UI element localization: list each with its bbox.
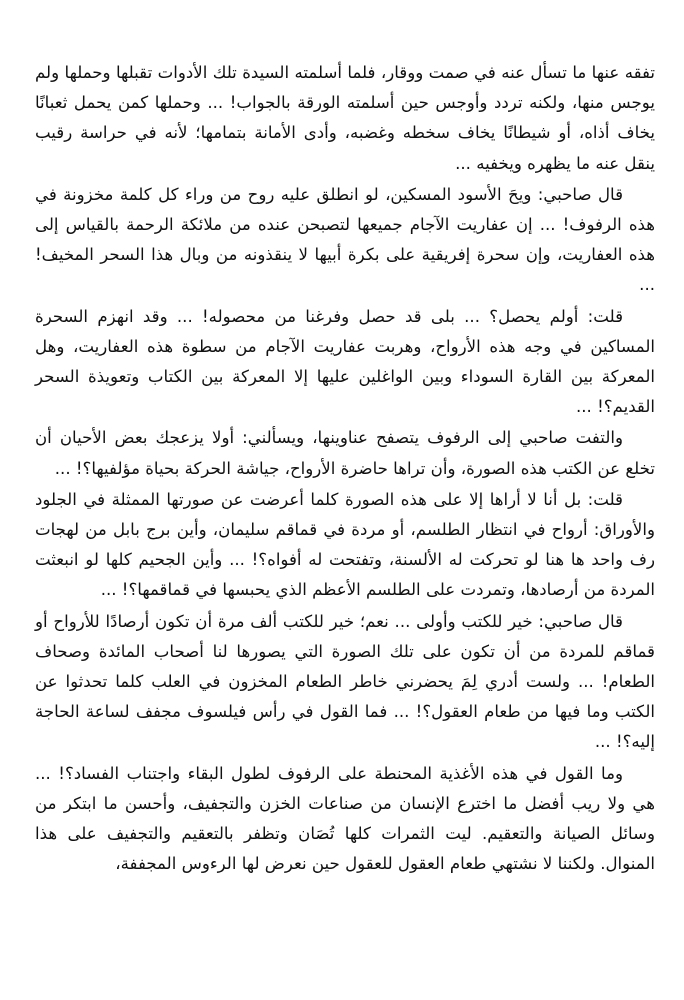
paragraph-4: والتفت صاحبي إلى الرفوف يتصفح عناوينها، ويسألني: أولا يزعجك بعض الأحيان أن تخلع عن الكتب هذه الصورة، وأن تراها حاضرة الأرواح، جياشة الحركة بحياة مؤلفيها؟! ... bbox=[35, 428, 655, 478]
paragraph-5: قلت: بل أنا لا أراها إلا على هذه الصورة كلما أعرضت عن صورتها الممثلة في الجلود والأوراق: أرواح في انتظار الطلسم، أو مردة في قماقم سليمان، وأين برج بابل من لهجات رف واحد ها هنا لو تحركت له الألسنة، وتفتحت له أفواه؟! ... وأين الجحيم كلها لو انبعثت المردة من أرصادها، وتمردت على الطلسم الأعظم الذي يحبسها في قماقمها؟! ... bbox=[35, 489, 655, 600]
paragraph-6: قال صاحبي: خير للكتب وأولى ... نعم؛ خير للكتب ألف مرة أن تكون أرصادًا للأرواح أو قماقم للمردة من أن تكون على تلك الصورة التي يصورها لنا أصحاب المائدة وصحاف الطعام! ... ولست أدري لِمَ يحضرني خاطر الطعام المخزون في العلب كلما تحدثوا عن الكتب وما فيها من طعام العقول؟! ... فما القول في رأس فيلسوف مجفف لساعة الحاجة إليه؟! ... bbox=[35, 611, 655, 752]
paragraph-7: وما القول في هذه الأغذية المحنطة على الرفوف لطول البقاء واجتناب الفساد؟! ... هي ولا ريب أفضل ما اخترع الإنسان من صناعات الخزن والتجفيف، وأحسن ما ابتكر من وسائل الصيانة والتعقيم. ليت الثمرات كلها تُصَان وتظفر بالتعقيم والتجفيف على هذا المنوال. ولكننا لا نشتهي طعام العقول للعقول حين نعرض لها الرءوس المجففة، bbox=[35, 763, 655, 874]
paragraph-2: قال صاحبي: ويحَ الأسود المسكين، لو انطلق عليه روح من وراء كل كلمة مخزونة في هذه الرفوف! ... إن عفاريت الآجام جميعها لتصبحن عنده من ملائكة الرحمة بالقياس إلى هذه العفاريت، وإن سحرة إفريقية على بكرة أبيها لا ينقذونه من وبال هذا السحر المخيف! ... bbox=[35, 184, 655, 295]
paragraph-3: قلت: أولم يحصل؟ ... بلى قد حصل وفرغنا من محصوله! ... وقد انهزم السحرة المساكين في وجه هذه الأرواح، وهربت عفاريت الآجام من سطوة هذه العفاريت، وهل المعركة بين القارة السوداء وبين الواغلين عليها إلا المعركة بين الكتاب وتعويذة السحر القديم؟! ... bbox=[35, 306, 655, 417]
paragraph-1: تفقه عنها ما تسأل عنه في صمت ووقار، فلما أسلمته السيدة تلك الأدوات تقبلها وحملها ولم يوجس منها، ولكنه تردد وأوجس حين أسلمته الورقة بالجواب! ... وحملها كمن يحمل ثعبانًا يخاف أذاه، أو شيطانًا يخاف سخطه وغضبه، وأدى الأمانة بتمامها؛ لأنه في حراسة رقيب ينقل عنه ما يظهره ويخفيه ... bbox=[35, 63, 655, 173]
